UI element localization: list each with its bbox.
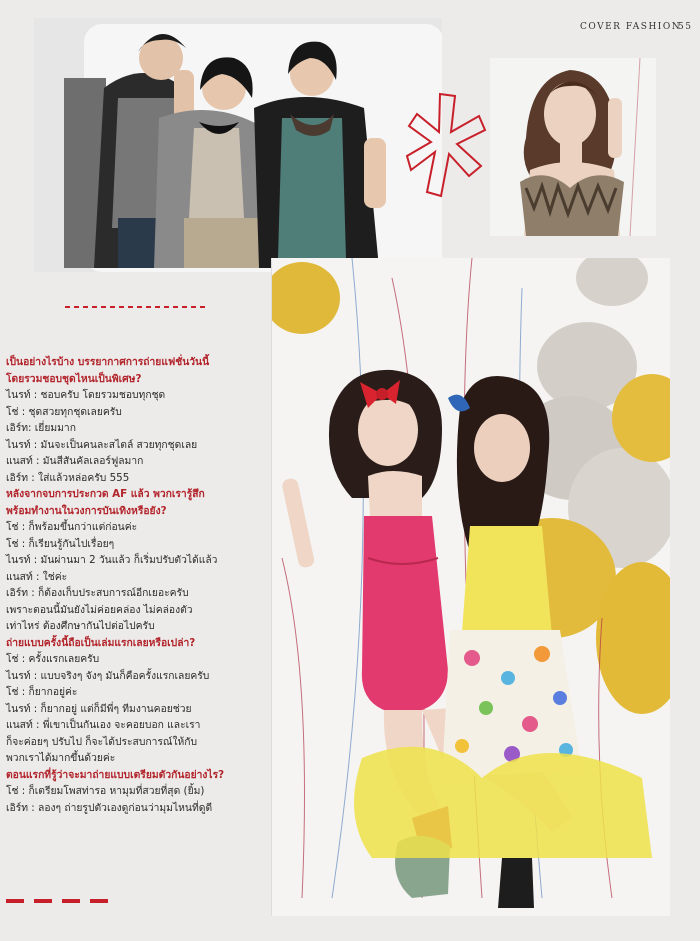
page-number: 55 [678, 22, 693, 32]
interview-answer-line: เพราะตอนนี้มันยังไม่ค่อยคล่อง ไม่คล่องตัว [6, 603, 193, 616]
interview-answer-line: โช่ : ก็เตรียมโพสท่ารอ หามุมที่สวยที่สุด (ยิ้ม) [6, 785, 205, 797]
interview-answer-line: โช่ : ชุดสวยทุกชุดเลยครับ [6, 405, 122, 418]
interview-answer-line: พวกเราได้มากขึ้นด้วยค่ะ [6, 752, 116, 764]
interview-answer-line: เอิร์ท : ลองๆ ถ่ายรูปตัวเองดูก่อนว่ามุมไหนที่ดูดี [6, 801, 213, 814]
interview-answer-line: เอิร์ท : ก็ต้องเก็บประสบการณ์อีกเยอะครับ [6, 587, 189, 599]
interview-answer-line: แนสท์ : มันสีสันคัลเลอร์ฟูลมาก [6, 455, 144, 467]
interview-question-line: หลังจากจบการประกวด AF แล้ว พวกเรารู้สึก [6, 488, 205, 500]
interview-answer-line: แนสท์ : พี่เขาเป็นกันเอง จะคอยบอก และเรา [6, 719, 201, 731]
interview-answer-line: ไนรท์ : แบบจริงๆ จังๆ มันก็คือครั้งแรกเลยครับ [6, 669, 210, 682]
interview-answer-line: โช่ : ครั้งแรกเลยครับ [6, 653, 100, 665]
interview-answer-line: เอิร์ท: เยี่ยมมาก [6, 422, 76, 434]
interview-question-line: พร้อมทำงานในวงการบันเทิงหรือยัง? [6, 504, 167, 517]
interview-answer-line: ไนรท์ : มันผ่านมา 2 วันแล้ว ก็เริ่มปรับตัวได้แล้ว [6, 554, 218, 566]
interview-answer-line: แนสท์ : ใช่ค่ะ [6, 570, 68, 583]
interview-answer-line: โช่ : ก็พร้อมขึ้นกว่าแต่ก่อนค่ะ [6, 521, 138, 533]
interview-answer-line: ไนรท์ : ชอบครับ โดยรวมชอบทุกชุด [6, 389, 166, 401]
interview-answer-line: โช่ : ก็เรียนรู้กันไปเรื่อยๆ [6, 537, 115, 550]
interview-question-line: โดยรวมชอบชุดไหนเป็นพิเศษ? [6, 372, 142, 385]
interview-question-line: ตอนแรกที่รู้ว่าจะมาถ่ายแบบเตรียมตัวกันอย่างไร? [6, 768, 225, 781]
interview-answer-line: ก็จะค่อยๆ ปรับไป ก็จะได้ประสบการณ์ให้กับ [6, 735, 198, 748]
interview-answer-line: เอิร์ท : ใส่แล้วหล่อครับ 555 [6, 471, 130, 484]
accent-divider-bottom [6, 899, 110, 903]
photo-women-balloons [271, 258, 670, 916]
interview-question-line: ถ่ายแบบครั้งนี้ถือเป็นเล่มแรกเลยหรือเปล่า? [6, 636, 196, 649]
asterisk-icon [405, 92, 487, 200]
interview-answer-line: ไนรท์ : มันจะเป็นคนละสไตล์ สวยทุกชุดเลย [6, 438, 198, 451]
photo-group-men [34, 18, 442, 272]
section-title: COVER FASHION [580, 22, 682, 32]
interview-answer-line: ไนรท์ : ก็ยากอยู่ แต่ก็มีพี่ๆ ทีมงานคอยช่วย [6, 702, 192, 715]
accent-divider-top [65, 306, 205, 308]
interview-text [6, 354, 274, 816]
interview-question-line: เป็นอย่างไรบ้าง บรรยากาศการถ่ายแฟชั่นวันนี้ [6, 356, 210, 368]
interview-answer-line: เท่าไหร่ ต้องศึกษากันไปต่อไปครับ [6, 620, 155, 632]
photo-woman-feather-top [490, 58, 656, 236]
page-header [580, 20, 700, 40]
interview-answer-line: โช่ : ก็ยากอยู่ค่ะ [6, 686, 78, 698]
